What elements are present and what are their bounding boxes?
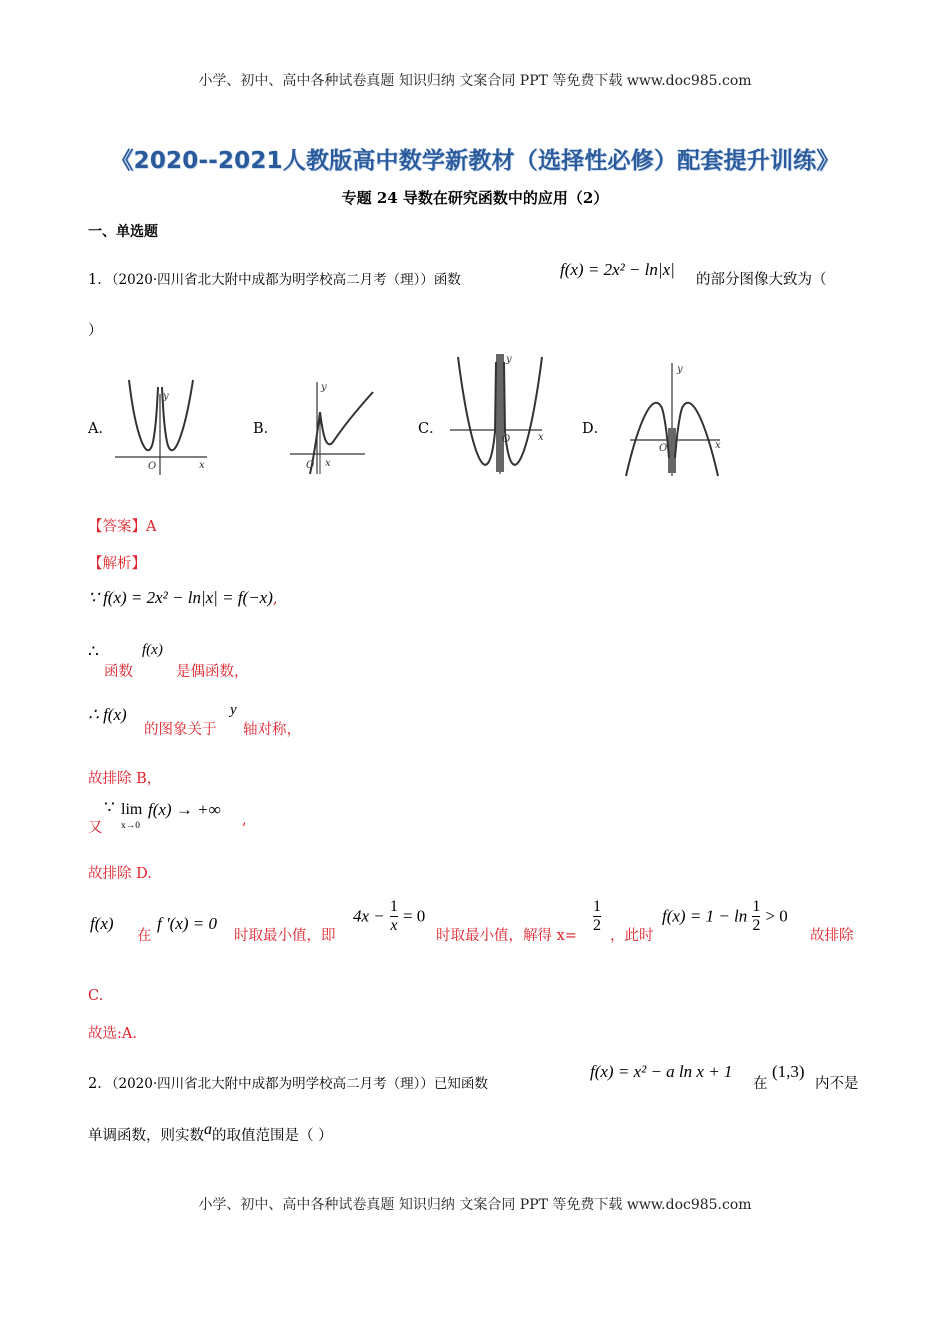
curve-left <box>626 403 669 476</box>
analysis-l7-t4: 故排除 <box>810 928 854 944</box>
analysis-l3-math: ∴ f(x) <box>88 705 127 724</box>
q1-tail2: ） <box>88 323 103 339</box>
origin-label: O <box>306 460 315 471</box>
q1-source: （2020·四川省北大附中成都为明学校高二月考（理））函数 <box>111 272 461 288</box>
analysis-l7-half <box>593 898 601 935</box>
analysis-l1-end: , <box>272 591 278 607</box>
x-label: x <box>538 432 544 443</box>
analysis-l5-sub: x→0 <box>121 821 140 831</box>
document-title: 《2020--2021人教版高中数学新教材（选择性必修）配套提升训练》 <box>110 148 840 174</box>
option-a-graph[interactable] <box>115 372 215 477</box>
analysis-l5-lim: lim <box>121 801 143 818</box>
q2-tail: 内不是 <box>815 1076 859 1092</box>
eq-right: = 0 <box>402 906 426 926</box>
analysis-l7-t3: ，此时 <box>610 928 654 944</box>
q2-line1 <box>88 1072 488 1093</box>
analysis-l7-fx: f(x) <box>90 914 114 933</box>
q1-formula: f(x) = 2x² − ln|x| <box>560 260 675 279</box>
analysis-l2-math: f(x) <box>142 642 163 658</box>
origin-label: O <box>659 443 668 454</box>
page-header: 小学、初中、高中各种试卷真题 知识归纳 文案合同 PPT 等免费下载 www.doc985.com <box>198 73 752 89</box>
analysis-l7-zai: 在 <box>137 928 152 944</box>
analysis-line1 <box>88 588 278 608</box>
option-d-graph[interactable] <box>622 358 727 478</box>
q2-line2a: 单调函数，则实数 <box>88 1128 204 1144</box>
eq-fraction <box>390 898 398 935</box>
curve-left <box>458 357 496 465</box>
val-num: 1 <box>752 898 761 915</box>
x-label: x <box>715 440 721 451</box>
eq-den: x <box>390 917 398 934</box>
q2-formula: f(x) = x² − a ln x + 1 <box>590 1062 733 1081</box>
curve <box>310 392 373 474</box>
analysis-l6: 故排除 D. <box>88 866 152 882</box>
val-left: f(x) = 1 − ln <box>662 906 748 926</box>
y-label: y <box>677 364 683 375</box>
q2-interval: (1,3) <box>772 1062 805 1081</box>
analysis-l1-math: ∵ f(x) = 2x² − ln|x| = f(−x) <box>88 588 273 607</box>
option-b-graph[interactable] <box>285 372 385 477</box>
analysis-l7-val <box>662 898 788 935</box>
origin-label: O <box>148 461 157 472</box>
q2-line2 <box>88 1121 333 1145</box>
analysis-l7-eq <box>353 898 425 935</box>
curve-left <box>129 380 158 450</box>
q1-number: 1． <box>88 272 112 288</box>
eq-left: 4x − <box>353 906 385 926</box>
analysis-l8: C. <box>88 988 104 1004</box>
option-c-label[interactable]: C． <box>418 421 444 437</box>
analysis-l5-because: ∵ <box>104 798 115 817</box>
q1-line1 <box>88 268 461 289</box>
x-label: x <box>199 460 205 471</box>
curve-right <box>675 403 718 476</box>
analysis-l7-t2: 时取最小值，解得 x= <box>436 928 577 944</box>
analysis-l7-fprime: f '(x) = 0 <box>157 914 217 933</box>
val-den: 2 <box>752 917 761 934</box>
shaded-band <box>496 354 504 472</box>
analysis-l3-y: y <box>230 702 237 718</box>
curve-right <box>504 357 542 465</box>
therefore-symbol: ∴ <box>88 642 99 661</box>
eq-num: 1 <box>389 898 398 915</box>
analysis-label: 【解析】 <box>88 556 146 572</box>
x-label: x <box>325 458 331 469</box>
analysis-l9: 故选:A. <box>88 1026 137 1042</box>
val-fraction <box>752 898 760 935</box>
y-label: y <box>321 382 327 393</box>
option-b-label[interactable]: B． <box>253 421 279 437</box>
analysis-l2-text2: 是偶函数， <box>176 664 249 680</box>
option-a-label[interactable]: A． <box>88 421 113 437</box>
analysis-l5-you: 又 <box>88 820 103 836</box>
q2-zai: 在 <box>753 1076 768 1092</box>
page-footer: 小学、初中、高中各种试卷真题 知识归纳 文案合同 PPT 等免费下载 www.doc985.com <box>198 1197 752 1213</box>
section-heading: 一、单选题 <box>88 224 158 240</box>
analysis-l3-text2: 轴对称， <box>243 722 301 738</box>
half-num: 1 <box>593 898 601 915</box>
y-label: y <box>163 391 169 402</box>
analysis-l2-text1: 函数 <box>104 664 133 680</box>
q1-tail: 的部分图像大致为（ <box>696 272 827 288</box>
half-fraction <box>593 898 601 935</box>
analysis-l3-text1: 的图象关于 <box>144 722 217 738</box>
analysis-l7-t1: 时取最小值，即 <box>234 928 336 944</box>
val-right: > 0 <box>765 906 788 926</box>
q2-number: 2． <box>88 1076 112 1092</box>
half-den: 2 <box>593 917 601 934</box>
option-d-label[interactable]: D． <box>582 421 609 437</box>
document-subtitle: 专题 24 导数在研究函数中的应用（2） <box>341 189 609 207</box>
answer-label: 【答案】A <box>88 519 157 535</box>
analysis-line2 <box>88 642 99 662</box>
q2-a: a <box>204 1121 212 1138</box>
analysis-l4: 故排除 B， <box>88 771 162 787</box>
analysis-l5-end: , <box>242 812 247 828</box>
analysis-l5-rest: f(x) → +∞ <box>148 800 221 819</box>
origin-label: O <box>502 434 511 445</box>
option-c-graph[interactable] <box>450 352 550 477</box>
q2-line2b: 的取值范围是（ ） <box>212 1128 333 1144</box>
y-label: y <box>506 354 512 365</box>
q2-source: （2020·四川省北大附中成都为明学校高二月考（理））已知函数 <box>111 1076 488 1092</box>
